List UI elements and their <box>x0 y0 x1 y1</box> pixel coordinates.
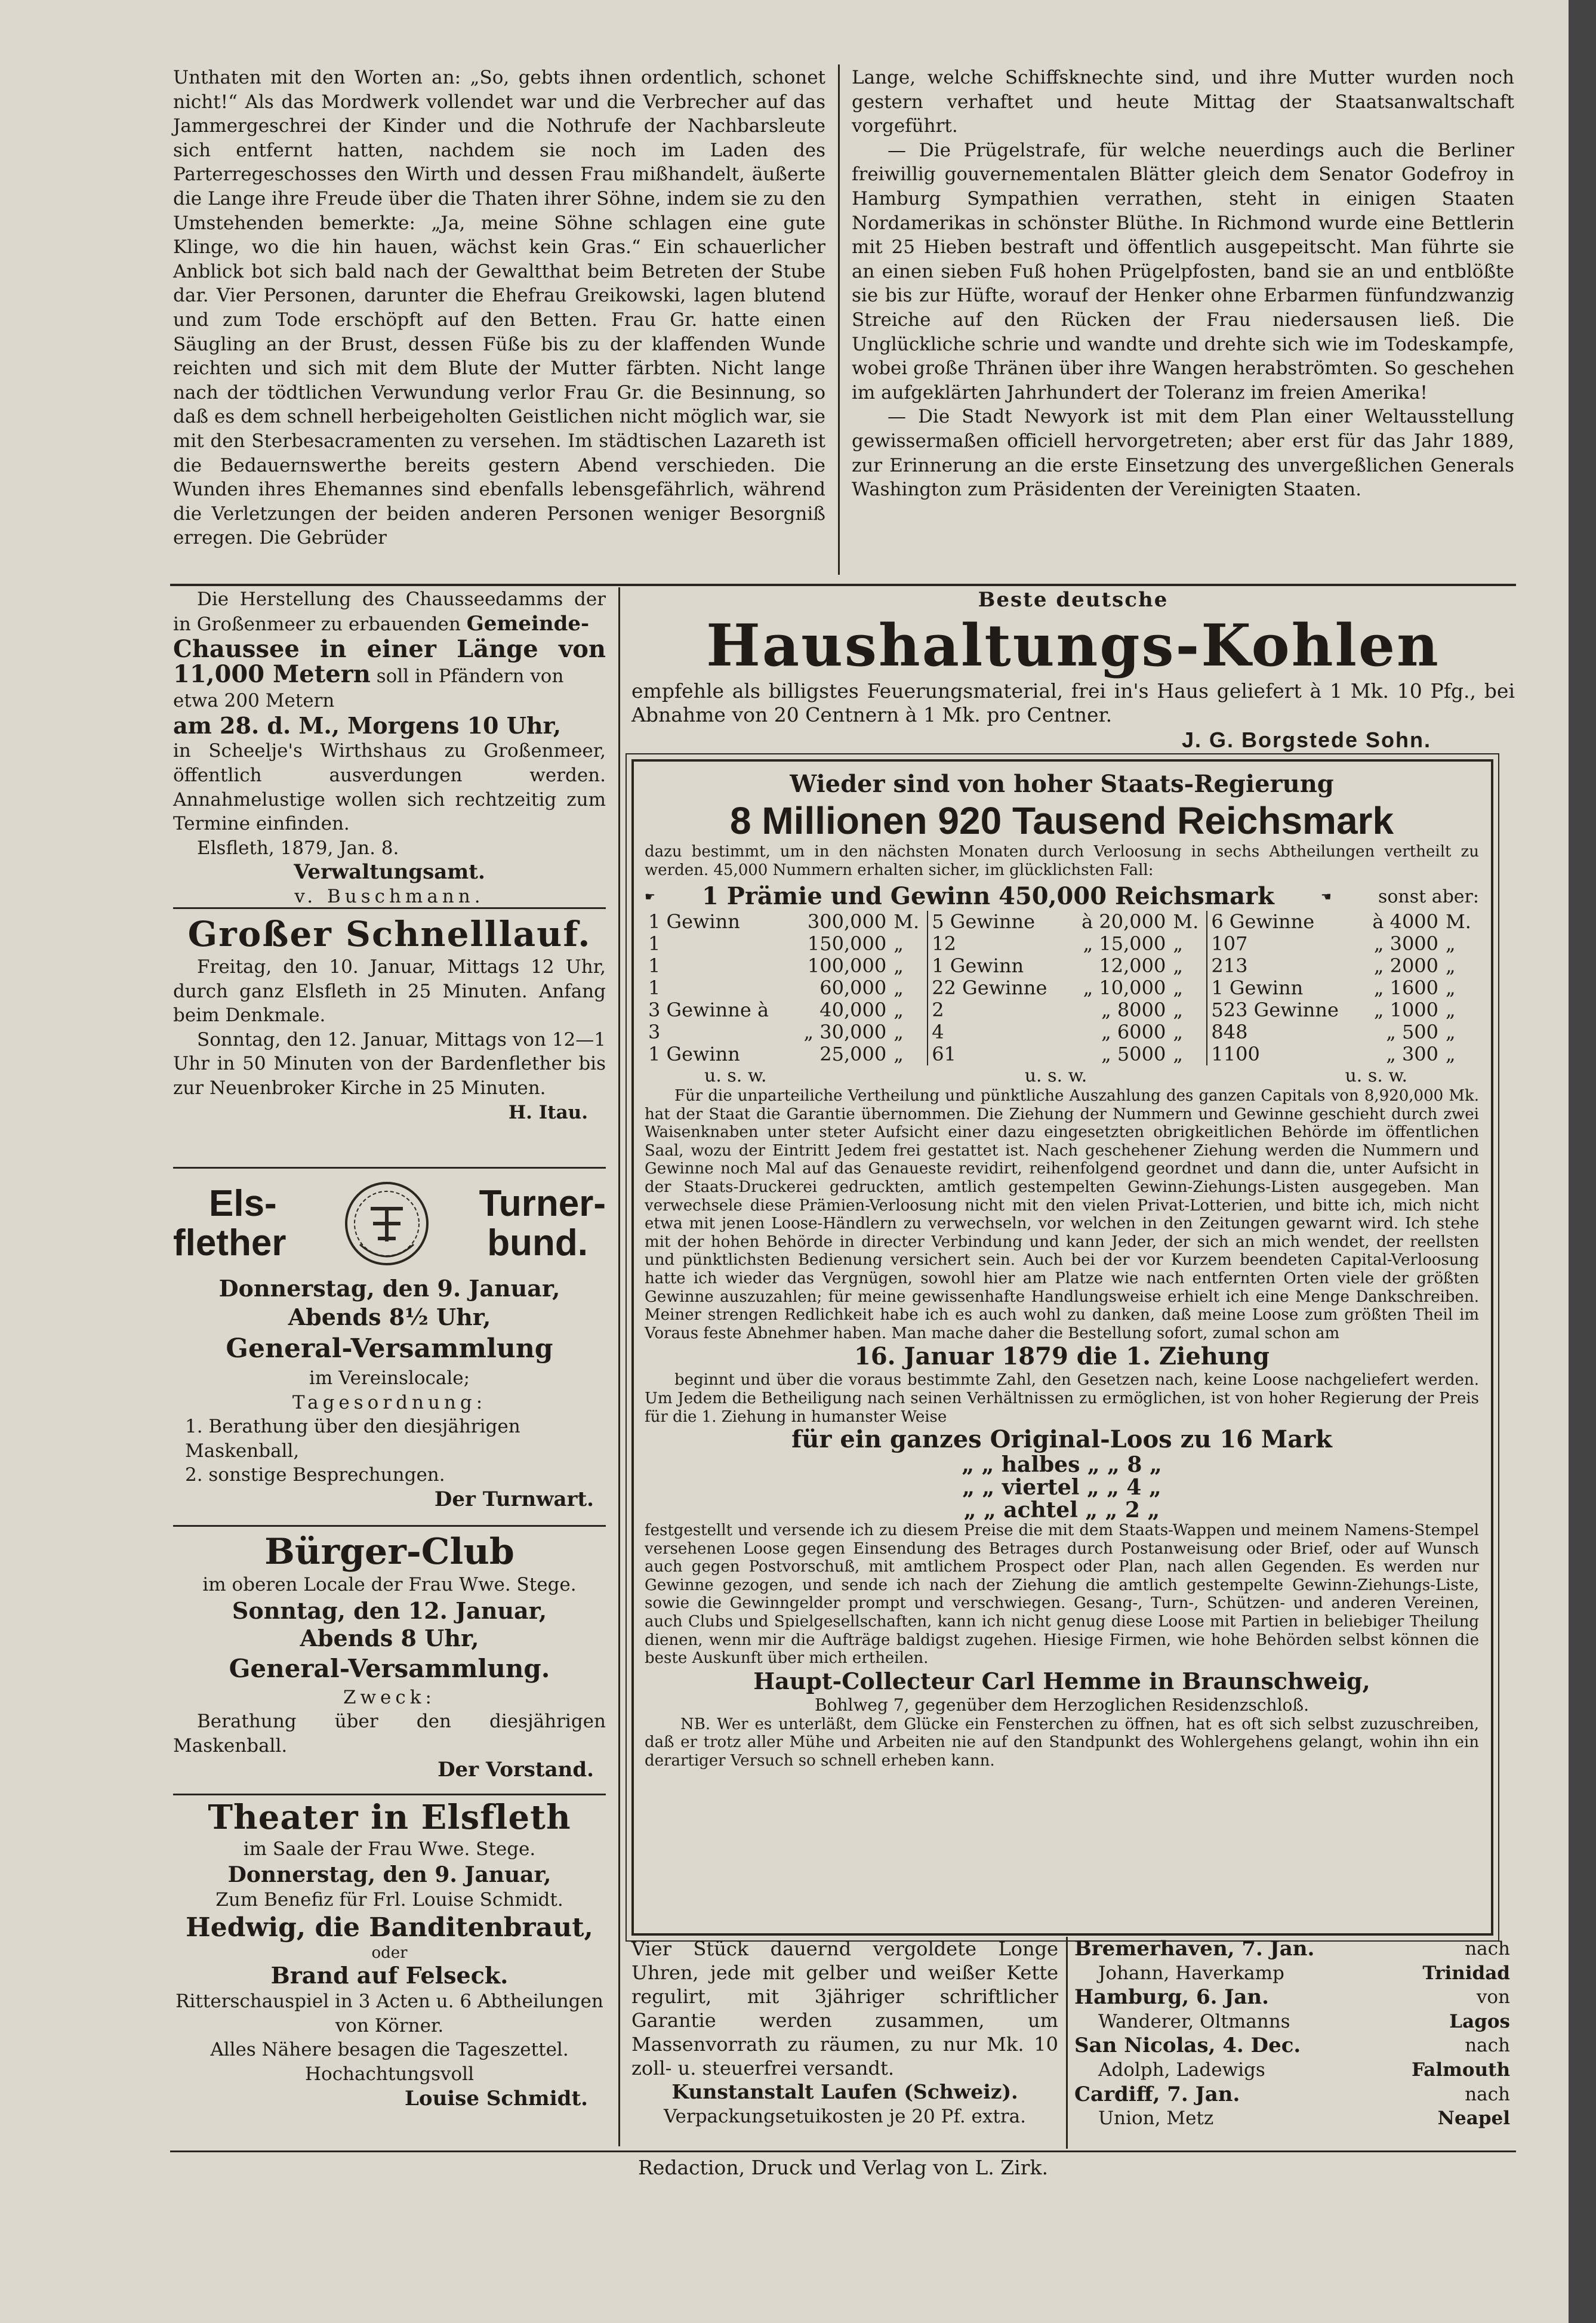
ad-text-line: in Großenmeer zu erbauenden <box>173 613 461 635</box>
prize-cell: 100,000 <box>807 954 887 977</box>
ship-news <box>1074 1937 1510 2131</box>
prize-cell: „ <box>1446 1021 1456 1043</box>
usw-row <box>645 1065 1479 1087</box>
ad-text: Berathung über den diesjährigen Maskenball. <box>173 1711 606 1757</box>
prize-row <box>645 999 1479 1021</box>
price-line: „ „ viertel „ „ 4 „ <box>962 1475 1161 1501</box>
prize-cell: 1 Gewinn <box>648 910 740 933</box>
prize-row <box>645 1021 1479 1043</box>
ad-text: NB. Wer es unterläßt, dem Glücke ein Fensterchen zu öffnen, hat es oft sich selbst zuzuschreiben, daß er trotz aller Mühe und Arbeiten nie auf den Standpunkt des Wohlergehens gelangt, wohin ihn ein derartiger Versuch so schnell erheben kann. <box>645 1715 1479 1770</box>
ship-direction: nach <box>1465 2035 1510 2057</box>
prize-cell: 22 Gewinne <box>932 976 1047 999</box>
prize-cell: 300,000 <box>807 910 887 933</box>
article-news <box>852 66 1514 502</box>
prize-cell: „ <box>1169 955 1207 977</box>
prize-cell: M. <box>1446 910 1471 933</box>
section-rule <box>170 584 1516 586</box>
prize-cell: 12 <box>932 932 956 955</box>
ad-rule <box>173 1167 606 1169</box>
ad-draw-date: 16. Januar 1879 die 1. Ziehung <box>854 1342 1270 1371</box>
turner-name-left <box>173 1184 322 1263</box>
prize-cell: 213 <box>1211 954 1248 977</box>
ad-text <box>173 587 606 636</box>
turner-name-part: Els- <box>209 1183 277 1224</box>
ad-text: im oberen Locale der Frau Wwe. Stege. <box>202 1574 577 1595</box>
ad-text: Vier Stück dauernd vergoldete Longe Uhren, jede mit gelber und weißer Kette regulirt, mit 3jähriger schriftlicher Garantie werden zusammen, um Massenvorrath zu räumen, zu nur Mk. 10 zoll- u. steuerfrei versandt. <box>631 1937 1058 2079</box>
ad-play-title: Brand auf Felseck. <box>270 1962 509 1989</box>
ad-text: empfehle als billigstes Feuerungsmaterial, frei in's Haus geliefert à 1 Mk. 10 Pfg., bei Abnahme von 20 Centnern à 1 Mk. pro Centner. <box>631 679 1515 726</box>
prize-cell: 61 <box>932 1043 956 1065</box>
ad-headline: Haushaltungs-Kohlen <box>706 612 1440 679</box>
ship-detail-line <box>1074 2010 1510 2034</box>
ad-text: Zum Benefiz für Frl. Louise Schmidt. <box>215 1888 563 1911</box>
ad-play-title: Hedwig, die Banditenbraut, <box>186 1912 593 1943</box>
prize-cell: 1 <box>648 932 661 955</box>
article-paragraph: — Die Stadt Newyork ist mit dem Plan einer Weltausstellung gewissermaßen officiell hervorgetreten; aber erst für das Jahr 1889, zur Erinnerung an die erste Einsetzung des unvergeßlichen Generals Washington zum Präsidenten der Vereinigten Staaten. <box>852 406 1514 501</box>
prize-cell: „ <box>890 977 928 999</box>
article-crime-report <box>173 66 825 550</box>
ship-port-line <box>1074 1985 1510 2010</box>
prize-row <box>645 911 1479 933</box>
ship-name: Johann, Haverkamp <box>1098 1962 1284 1984</box>
ad-text: oder <box>371 1944 408 1962</box>
ad-time: Abends 8 Uhr, <box>300 1624 479 1652</box>
ad-emphasis: Gemeinde- <box>466 611 590 636</box>
ad-text: in Scheelje's Wirthshaus zu Großenmeer, öffentlich ausverdungen werden. Annahmelustige wollen sich rechtzeitig zum Termine einfinden. <box>173 740 606 835</box>
usw: u. s. w. <box>704 1065 767 1086</box>
ad-signature: Der Turnwart. <box>434 1487 594 1511</box>
ad-signature: Der Vorstand. <box>437 1758 594 1782</box>
ship-port: Bremerhaven, 7. Jan. <box>1074 1937 1315 1961</box>
column-divider <box>838 64 840 575</box>
prize-cell: „ <box>1169 1021 1207 1043</box>
prize-cell: M. <box>890 911 928 933</box>
ad-text: dazu bestimmt, um in den nächsten Monaten durch Verloosung in sechs Abtheilungen vertheilt zu werden. 45,000 Nummern erhalten sicher, im glücklichsten Fall: <box>645 843 1479 879</box>
prize-cell: 1 Gewinn <box>1211 976 1304 999</box>
prize-cell: „ <box>1169 999 1207 1021</box>
prize-cell: 6 Gewinne <box>1211 910 1315 933</box>
pointing-hand-icon: ☚ <box>1320 889 1332 904</box>
ad-signature: H. Itau. <box>508 1101 588 1123</box>
ad-office: Verwaltungsamt. <box>294 860 485 885</box>
pointing-hand-icon: ☛ <box>645 889 655 904</box>
prize-cell: „ <box>890 955 928 977</box>
prize-cell: „ 1000 <box>1373 999 1439 1021</box>
ad-rule <box>173 1794 606 1795</box>
column-divider <box>1066 1937 1068 2149</box>
prize-table <box>645 911 1479 1065</box>
ad-text: Alles Nähere besagen die Tageszettel. <box>210 2039 569 2061</box>
prize-cell: 523 Gewinne <box>1211 999 1339 1021</box>
ship-port-line <box>1074 2034 1510 2058</box>
prize-cell: „ 3000 <box>1373 932 1439 955</box>
ad-date: Sonntag, den 12. Januar, <box>232 1597 547 1624</box>
ship-port-line <box>1074 2082 1510 2107</box>
turner-emblem-icon <box>342 1179 432 1268</box>
ad-headline: General-Versammlung <box>226 1333 553 1364</box>
prize-cell: „ 1600 <box>1373 976 1439 999</box>
prize-cell: „ <box>1446 932 1456 955</box>
prize-cell: „ 15,000 <box>1083 932 1166 955</box>
prize-cell: „ <box>890 1043 928 1065</box>
turner-name-part: bund. <box>487 1222 588 1264</box>
ad-signature: v. Buschmann. <box>294 885 485 907</box>
ad-headline: Großer Schnelllauf. <box>187 914 591 954</box>
ad-chaussee <box>173 587 606 909</box>
footer-rule <box>170 2151 1516 2152</box>
prize-cell: à 20,000 <box>1082 910 1166 933</box>
ad-text: Sonntag, den 12. Januar, Mittags von 12—1 Uhr in 50 Minuten von der Bardenflether bis zur Neuenbroker Kirche in 25 Minuten. <box>173 1028 606 1099</box>
imprint: Redaction, Druck und Verlag von L. Zirk. <box>638 2156 1048 2179</box>
ship-name: Union, Metz <box>1098 2108 1214 2130</box>
prize-cell: M. <box>1169 911 1207 933</box>
prize-cell: 5 Gewinne <box>932 910 1036 933</box>
prize-cell: 25,000 <box>819 1043 887 1065</box>
ad-date: Donnerstag, den 9. Januar, <box>218 1275 560 1302</box>
prize-cell: 107 <box>1211 932 1248 955</box>
ad-headline: General-Versammlung. <box>229 1653 550 1683</box>
prize-cell: 3 Gewinne à <box>648 999 769 1021</box>
usw: u. s. w. <box>1345 1065 1407 1086</box>
price-line: „ „ achtel „ „ 2 „ <box>963 1498 1160 1523</box>
prize-cell: 1100 <box>1211 1043 1260 1065</box>
turner-header <box>173 1173 606 1274</box>
ad-rule <box>173 907 606 909</box>
ad-text: Hochachtungsvoll <box>305 2063 474 2085</box>
ad-place: im Vereinslocale; <box>309 1367 470 1389</box>
prize-cell: „ <box>1446 976 1456 999</box>
ship-destination: Falmouth <box>1411 2059 1510 2081</box>
ad-headline: Theater in Elsfleth <box>208 1798 571 1837</box>
ship-direction: nach <box>1465 2083 1510 2105</box>
prize-cell: 1 <box>648 976 661 999</box>
prize-cell: „ 6000 <box>1101 1021 1166 1043</box>
ad-theater <box>173 1798 606 2111</box>
ad-kohlen <box>631 587 1515 753</box>
prize-cell: „ <box>1446 954 1456 977</box>
ad-text: etwa 200 Metern <box>173 689 335 711</box>
prize-cell: „ <box>1169 1043 1207 1065</box>
prize-cell: „ 300 <box>1386 1043 1439 1065</box>
ad-text: Für die unparteiliche Vertheilung und pünktliche Auszahlung des ganzen Capitals von 8,920,000 Mk. hat der Staat die Garantie übernommen. Die Ziehung der Nummern und Gewinne geschieht durch zwei Waisenknaben unter steter Aufsicht einer dazu eingesetzten obrigkeitlichen Behörde im öffentlichen Saal, wozu der Eintritt Jedem frei gestattet ist. Nach geschehener Ziehung werden die Nummern und Gewinne noch Mal auf das Genaueste revidirt, reihenfolgend geordnet und dann die, unter Aufsicht in der Staats-Druckerei gedruckten, amtlich gestempelten Gewinn-Ziehungs-Listen ausgegeben. Man verwechsele diese Prämien-Verloosung nicht mit den vielen Privat-Lotterien, und bitte ich, mich nicht etwa mit jenen Loose-Händlern zu verwechseln, vor welchen in den Zeitungen gewarnt wird. Ich stehe mit der hohen Behörde in directer Verbindung und kann Jeder, der sich an mich wendet, der reellsten und pünktlichsten Bedienung versichert sein. Auch bei der vor Kurzem beendeten Capital-Verloosung hatte ich wieder das Vergnügen, sowohl hier am Platze wie nach entfernten Orten viele der größten Gewinne auszuzahlen; für meine gewissenhafte Handlungsweise erhielt ich eine Menge Dankschreiben. Meiner strengen Redlichkeit habe ich es auch wohl zu danken, daß meine Loose zum größten Theil im Voraus feste Abnehmer haben. Man mache daher die Bestellung sofort, zumal schon am <box>645 1087 1479 1342</box>
ad-text: im Saale der Frau Wwe. Stege. <box>243 1838 536 1860</box>
prize-cell: 4 <box>932 1021 944 1043</box>
ad-text: beginnt und über die voraus bestimmte Zahl, den Gesetzen nach, keine Loose nachgeliefert werden. Um Jedem die Betheiligung nach seinen Verhältnissen zu ermöglichen, ist von hoher Regierung der Preis für die 1. Ziehung in humanster Weise <box>645 1371 1479 1426</box>
turner-name-part: Turner- <box>479 1183 606 1224</box>
prize-cell: 40,000 <box>819 999 887 1021</box>
ad-agenda-item: 2. sonstige Besprechungen. <box>185 1464 445 1486</box>
ad-firm: Kunstanstalt Laufen (Schweiz). <box>671 2080 1018 2103</box>
ad-rule <box>173 1525 606 1527</box>
price-line: „ „ halbes „ „ 8 „ <box>962 1452 1162 1478</box>
prize-cell: 1 <box>648 954 661 977</box>
ship-direction: von <box>1476 1986 1510 2008</box>
prize-cell: „ 8000 <box>1101 999 1166 1021</box>
prize-cell: „ 10,000 <box>1083 976 1166 999</box>
prize-sonst: sonst aber: <box>1378 886 1479 907</box>
article-paragraph: — Die Prügelstrafe, für welche neuerdings auch die Berliner freiwillig gouvernementalen Blätter gleich dem Senator Godefroy in Hamburg Sympathien verrathen, steht in einigen Staaten Nordamerikas in schönster Blüthe. In Richmond wurde eine Bettlerin mit 25 Hieben bestraft und öffentlich ausgepeitscht. Man führte sie an einen sieben Fuß hohen Prügelpfosten, band sie an und entblößte sie bis zur Hüfte, worauf der Henker ohne Erbarmen fünfundzwanzig Streiche auf den Rücken der Frau niedersausen ließ. Die Unglückliche schrie und wandte und drehte sich wie im Todeskampfe, wobei große Thränen über ihre Wangen herabströmten. So geschehen im aufgeklärten Jahrhundert der Toleranz im freien Amerika! <box>852 139 1514 403</box>
prize-cell: „ <box>1169 933 1207 955</box>
ad-address: Bohlweg 7, gegenüber dem Herzoglichen Residenzschloß. <box>815 1695 1309 1715</box>
ship-destination: Trinidad <box>1422 1962 1510 1984</box>
prize-cell: à 4000 <box>1372 910 1439 933</box>
ad-emphasis: 11,000 Metern <box>173 660 371 689</box>
turner-name-right <box>451 1184 606 1263</box>
ship-detail-line <box>1074 2058 1510 2082</box>
ad-headline: Bürger-Club <box>264 1531 514 1573</box>
prize-cell: „ 30,000 <box>803 1021 887 1043</box>
prize-cell: 12,000 <box>1099 954 1166 977</box>
ad-text <box>173 660 606 689</box>
ad-lottery <box>645 770 1479 1770</box>
ad-place-date: Elsfleth, 1879, Jan. 8. <box>197 837 399 859</box>
ship-destination: Lagos <box>1449 2010 1510 2032</box>
ship-destination: Neapel <box>1437 2108 1510 2130</box>
ad-label: Zweck: <box>343 1686 436 1708</box>
ad-date: Donnerstag, den 9. Januar, <box>227 1862 551 1887</box>
ad-time: Abends 8½ Uhr, <box>288 1304 491 1330</box>
article-paragraph: Lange, welche Schiffsknechte sind, und ihre Mutter wurden noch gestern verhaftet und heute Mittag der Staatsanwaltschaft vorgeführt. <box>852 67 1514 137</box>
prize-line <box>645 882 1479 911</box>
prize-row <box>645 955 1479 977</box>
prize-cell: „ 2000 <box>1373 954 1439 977</box>
ship-direction: nach <box>1465 1938 1510 1960</box>
ad-agenda: Tagesordnung: <box>292 1391 487 1413</box>
ad-date: am 28. d. M., Morgens 10 Uhr, <box>173 712 561 740</box>
ship-detail-line <box>1074 1961 1510 1986</box>
usw: u. s. w. <box>1024 1065 1087 1086</box>
prize-cell: 848 <box>1211 1021 1248 1043</box>
prize-row <box>645 977 1479 999</box>
prize-headline: 1 Prämie und Gewinn 450,000 Reichsmark <box>702 882 1274 910</box>
prize-cell: „ <box>1446 999 1456 1021</box>
prize-cell: 2 <box>932 999 944 1021</box>
ad-buergerclub <box>173 1531 606 1782</box>
ship-name: Adolph, Ladewigs <box>1098 2059 1265 2081</box>
ad-text: festgestellt und versende ich zu diesem Preise die mit dem Staats-Wappen und meinem Namens-Stempel versehenen Loose gegen Einsendung des Betrages durch Postanweisung oder Brief, oder auf Wunsch auch gegen Postvorschuß, mit amtlichem Prospect oder Plan, nach allen Gegenden. Es werden nur Gewinne gezogen, und sende ich nach der Ziehung die amtlich gestempelte Gewinn-Ziehungs-Liste, sowie die Gewinngelder prompt und verschwiegen. Gesang-, Turn-, Schützen- und anderen Vereinen, auch Clubs und Spielgesellschaften, kann ich nicht genug diese Loose mit Partien in beliebiger Theilung dienen, wenn mir die Aufträge baldigst zugehen. Hiesige Firmen, wie hohe Behörden selbst können die beste Auskunft über mich ertheilen. <box>645 1521 1479 1668</box>
prize-cell: 1 Gewinn <box>932 954 1024 977</box>
ship-port: San Nicolas, 4. Dec. <box>1074 2034 1301 2058</box>
ad-collector: Haupt-Collecteur Carl Hemme in Braunschweig, <box>753 1667 1370 1695</box>
ad-agenda-item: 1. Berathung über den diesjährigen Maskenball, <box>185 1416 520 1462</box>
prize-cell: 150,000 <box>807 932 887 955</box>
ship-name: Wanderer, Oltmanns <box>1098 2010 1290 2032</box>
ad-signature: J. G. Borgstede Sohn. <box>1181 728 1431 752</box>
prize-cell: „ 500 <box>1386 1021 1439 1043</box>
scan-edge <box>1569 0 1596 2323</box>
prize-row <box>645 933 1479 955</box>
ship-port-line <box>1074 1937 1510 1961</box>
prize-cell: „ <box>1169 977 1207 999</box>
ad-uhren <box>631 1937 1058 2128</box>
prize-row <box>645 1043 1479 1065</box>
ad-schnelllauf <box>173 913 606 1124</box>
ship-port: Hamburg, 6. Jan. <box>1074 1985 1269 2010</box>
prize-cell: 60,000 <box>819 976 887 999</box>
ship-port: Cardiff, 7. Jan. <box>1074 2082 1240 2106</box>
ad-note: Verpackungsetuikosten je 20 Pf. extra. <box>663 2105 1026 2127</box>
ad-headline: Wieder sind von hoher Staats-Regierung <box>790 770 1334 798</box>
article-text: Unthaten mit den Worten an: „So, gebts ihnen ordentlich, schonet nicht!“ Als das Mordwerk vollendet war und die Verbrecher auf das Jammergeschrei der Kinder und die Nothrufe der Nachbarsleute sich entfernt hatten, nachdem sie noch im Laden des Parterregeschosses den Wirth und dessen Frau mißhandelt, äußerte die Lange ihre Freude über die Thaten ihrer Söhne, indem sie zu den Umstehenden bemerkte: „Ja, meine Söhne schlagen eine gute Klinge, wo die hin hauen, wächst kein Gras.“ Ein schauerlicher Anblick bot sich bald nach der Gewaltthat beim Betreten der Stube dar. Vier Personen, darunter die Ehefrau Greikowski, lagen blutend und zum Tode erschöpft auf den Betten. Frau Gr. hatte einen Säugling an der Brust, dessen Füße bis zu der klaffenden Wunde reichten und sich mit dem Blute der Mutter färbten. Nicht lange nach der tödtlichen Verwundung verlor Frau Gr. die Besinnung, so daß es dem schnell herbeigeholten Geistlichen nicht möglich war, sie mit den Sterbesacramenten zu versehen. Im städtischen Lazareth ist die Bedauernswerthe bereits gestern Abend verschieden. Die Wunden ihres Ehemannes sind ebenfalls lebensgefährlich, während die Verletzungen der beiden anderen Personen weniger Besorgniß erregen. Die Gebrüder <box>173 67 825 549</box>
prize-cell: „ <box>890 1021 928 1043</box>
ad-turnerbund <box>173 1173 606 1512</box>
ad-headline-amount: 8 Millionen 920 Tausend Reichsmark <box>729 799 1394 842</box>
ship-detail-line <box>1074 2106 1510 2131</box>
turner-name-part: flether <box>173 1222 286 1264</box>
ad-text: Freitag, den 10. Januar, Mittags 12 Uhr, durch ganz Elsfleth in 25 Minuten. Anfang beim Denkmale. <box>173 956 606 1027</box>
prize-cell: „ <box>1446 1043 1456 1065</box>
ad-signature: Louise Schmidt. <box>404 2086 588 2111</box>
column-divider <box>618 587 620 2146</box>
ad-text-line: soll in Pfändern von <box>376 666 564 688</box>
prize-cell: 3 <box>648 1021 661 1043</box>
prize-cell: 1 Gewinn <box>648 1043 740 1065</box>
ad-text: Ritterschauspiel in 3 Acten u. 6 Abtheilungen von Körner. <box>175 1991 603 2037</box>
prize-cell: „ <box>890 933 928 955</box>
prize-cell: „ 5000 <box>1101 1043 1166 1065</box>
prize-cell: „ <box>890 999 928 1021</box>
ad-text-line: Die Herstellung des Chausseedamms der <box>197 589 606 610</box>
ad-kicker: Beste deutsche <box>978 588 1169 612</box>
price-line: für ein ganzes Original-Loos zu 16 Mark <box>791 1425 1332 1454</box>
ad-headline: Chaussee in einer Länge von <box>173 635 606 664</box>
